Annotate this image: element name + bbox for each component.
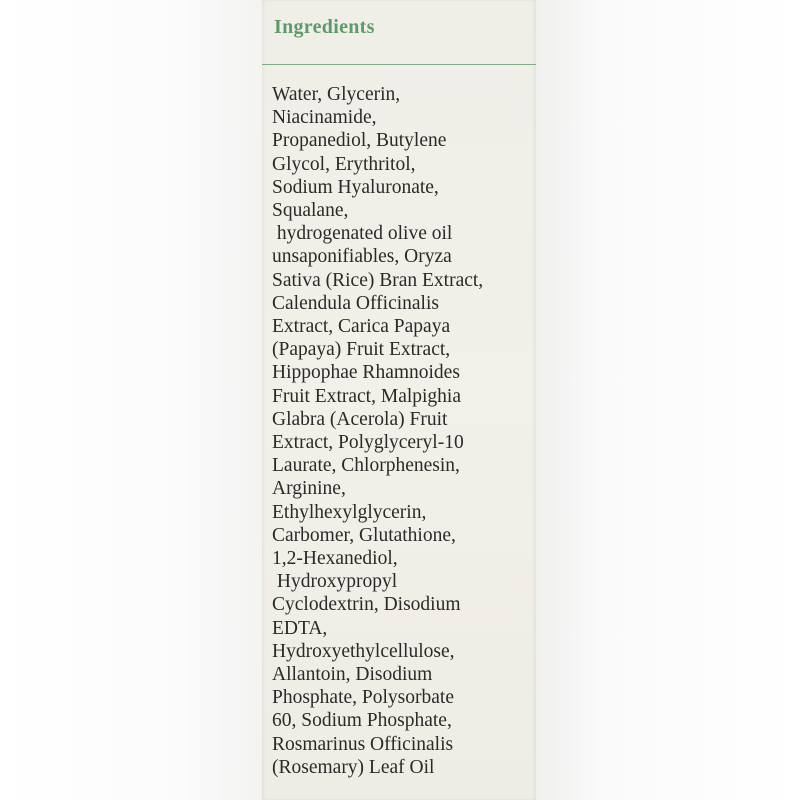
background-left xyxy=(0,0,262,800)
ingredients-heading: Ingredients xyxy=(274,16,375,38)
heading-divider xyxy=(262,64,536,65)
ingredients-label xyxy=(262,0,536,800)
background-right xyxy=(536,0,800,800)
ingredients-list-text: Water, Glycerin, Niacinamide, Propanediol, Butylene Glycol, Erythritol, Sodium Hyaluronate, Squalane, hydrogenated olive oil unsaponifiables, Oryza Sativa (Rice) Bran Extract, Calendula Officinalis Extract, Carica Papaya (Papaya) Fruit Extract, Hippophae Rhamnoides Fruit Extract, Malpighia Glabra (Acerola) Fruit Extract, Polyglyceryl-10 Laurate, Chlorphenesin, Arginine, Ethylhexylglycerin, Carbomer, Glutathione, 1,2-Hexanediol, Hydroxypropyl Cyclodextrin, Disodium EDTA, Hydroxyethylcellulose, Allantoin, Disodium Phosphate, Polysorbate 60, Sodium Phosphate, Rosmarinus Officinalis (Rosemary) Leaf Oil xyxy=(272,84,484,778)
